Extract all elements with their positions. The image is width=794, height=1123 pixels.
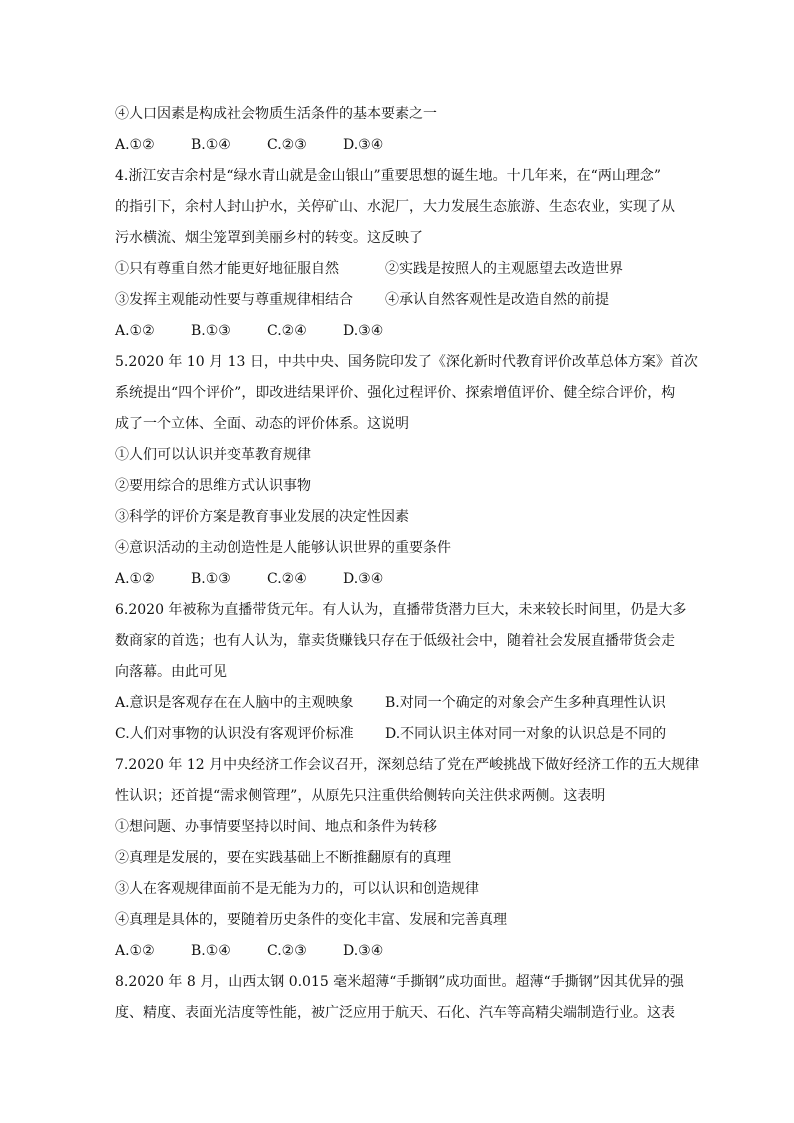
option-d: D.③④ <box>343 571 384 587</box>
q6-options-row-2 <box>115 724 715 744</box>
q4-statement-3: ③发挥主观能动性要与尊重规律相结合 <box>115 292 353 308</box>
q5-statement-2: ②要用综合的思维方式认识事物 <box>115 478 311 494</box>
option-a: A.①② <box>115 943 155 959</box>
q4-statement-4: ④承认自然客观性是改造自然的前提 <box>385 292 609 308</box>
q4-options <box>115 321 715 341</box>
option-a: A.①② <box>115 323 155 339</box>
q7-statement-2: ②真理是发展的，要在实践基础上不断推翻原有的真理 <box>115 850 451 866</box>
q7-statement-1: ①想问题、办事情要坚持以时间、地点和条件为转移 <box>115 819 437 835</box>
q5-stem-line-1: 5.2020 年 10 月 13 日，中共中央、国务院印发了《深化新时代教育评价改革总体方案》首次 <box>115 354 698 370</box>
option-a: A.意识是客观存在在人脑中的主观映象 <box>115 695 354 711</box>
q8-stem-line-2: 度、精度、表面光洁度等性能，被广泛应用于航天、石化、汽车等高精尖端制造行业。这表 <box>115 1005 675 1021</box>
option-c: C.②③ <box>267 943 307 959</box>
q4-stem-line-3: 污水横流、烟尘笼罩到美丽乡村的转变。这反映了 <box>115 230 423 246</box>
q6-stem-line-3: 向落幕。由此可见 <box>115 664 227 680</box>
option-c: C.②③ <box>267 137 307 153</box>
q7-statement-3: ③人在客观规律面前不是无能为力的，可以认识和创造规律 <box>115 881 479 897</box>
q6-stem-line-2: 数商家的首选；也有人认为，靠卖货赚钱只存在于低级社会中，随着社会发展直播带货会走 <box>115 633 675 649</box>
q4-statements-row-2 <box>115 290 715 310</box>
option-c: C.人们对事物的认识没有客观评价标准 <box>115 726 354 742</box>
option-d: D.③④ <box>343 137 384 153</box>
option-c: C.②④ <box>267 323 307 339</box>
q7-stem-line-2: 性认识；还首提“需求侧管理”，从原先只注重供给侧转向关注供求两侧。这表明 <box>115 788 606 804</box>
q4-stem-line-1: 4.浙江安吉余村是“绿水青山就是金山银山”重要思想的诞生地。十几年来，在“两山理念” <box>115 168 661 184</box>
option-d: D.不同认识主体对同一对象的认识总是不同的 <box>385 726 667 742</box>
q4-statement-1: ①只有尊重自然才能更好地征服自然 <box>115 261 339 277</box>
q7-stem-line-1: 7.2020 年 12 月中央经济工作会议召开，深刻总结了党在严峻挑战下做好经济工作的五大规律 <box>115 757 700 773</box>
q3-options <box>115 135 715 155</box>
q6-stem-line-1: 6.2020 年被称为直播带货元年。有人认为，直播带货潜力巨大，未来较长时间里，仍是大多 <box>115 602 687 618</box>
option-b: B.①④ <box>191 943 231 959</box>
option-b: B.①③ <box>191 571 231 587</box>
q3-statement-4: ④人口因素是构成社会物质生活条件的基本要素之一 <box>115 106 437 122</box>
option-a: A.①② <box>115 571 155 587</box>
q4-statements-row-1 <box>115 259 715 279</box>
q5-statement-4: ④意识活动的主动创造性是人能够认识世界的重要条件 <box>115 540 451 556</box>
q5-statement-3: ③科学的评价方案是教育事业发展的决定性因素 <box>115 509 409 525</box>
q4-statement-2: ②实践是按照人的主观愿望去改造世界 <box>385 261 623 277</box>
q5-options <box>115 569 715 589</box>
q7-options <box>115 941 715 961</box>
option-b: B.①③ <box>191 323 231 339</box>
option-d: D.③④ <box>343 323 384 339</box>
option-c: C.②④ <box>267 571 307 587</box>
q8-stem-line-1: 8.2020 年 8 月，山西太钢 0.015 毫米超薄“手撕钢”成功面世。超薄“手撕钢”因其优异的强 <box>115 974 684 990</box>
q5-statement-1: ①人们可以认识并变革教育规律 <box>115 447 311 463</box>
option-b: B.①④ <box>191 137 231 153</box>
option-a: A.①② <box>115 137 155 153</box>
q5-stem-line-3: 成了一个立体、全面、动态的评价体系。这说明 <box>115 416 409 432</box>
q6-options-row-1 <box>115 693 715 713</box>
q4-stem-line-2: 的指引下，余村人封山护水，关停矿山、水泥厂，大力发展生态旅游、生态农业，实现了从 <box>115 199 675 215</box>
option-d: D.③④ <box>343 943 384 959</box>
option-b: B.对同一个确定的对象会产生多种真理性认识 <box>385 695 666 711</box>
q7-statement-4: ④真理是具体的，要随着历史条件的变化丰富、发展和完善真理 <box>115 912 507 928</box>
q5-stem-line-2: 系统提出“四个评价”，即改进结果评价、强化过程评价、探索增值评价、健全综合评价，构 <box>115 385 676 401</box>
